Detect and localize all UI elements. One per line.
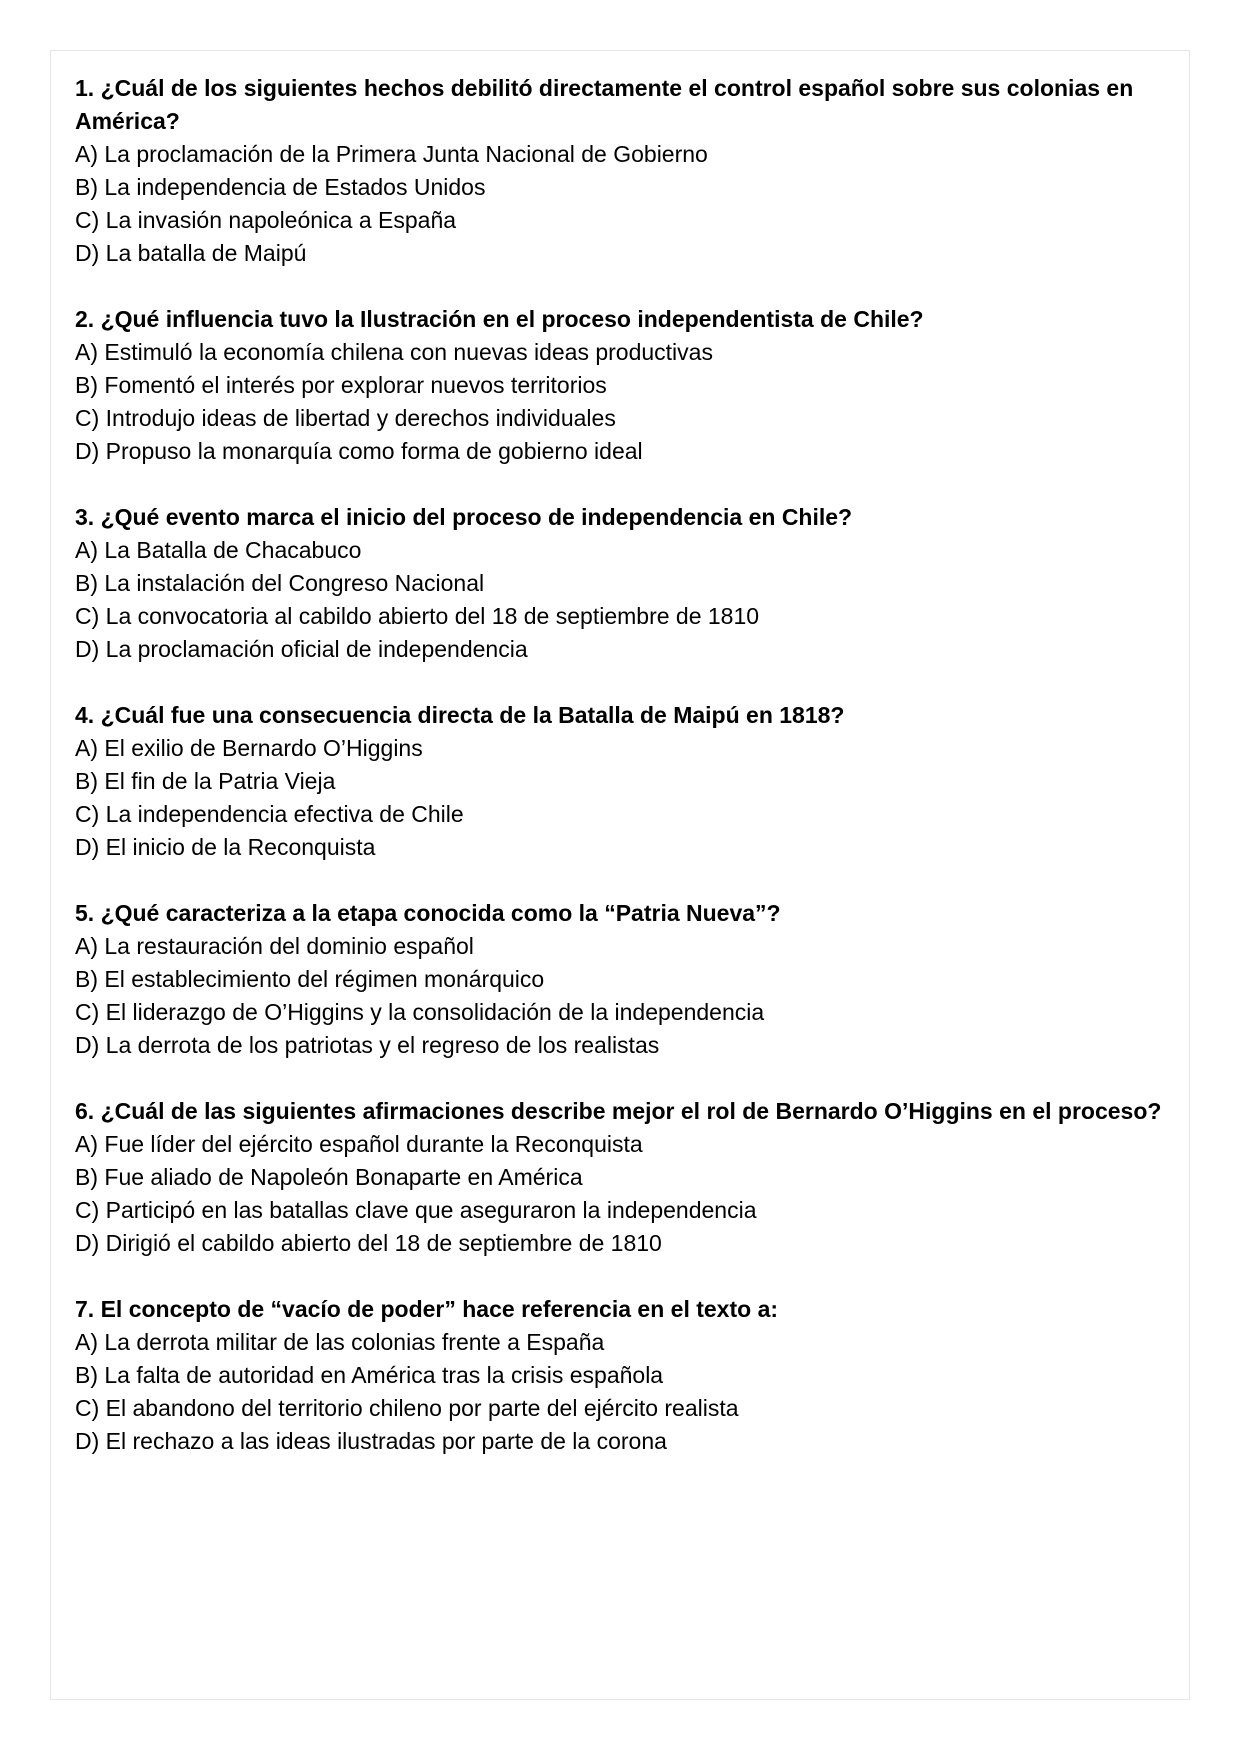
option-a: A) La derrota militar de las colonias frente a España [75,1329,605,1355]
question-5 [75,897,1170,1062]
option-b: B) La instalación del Congreso Nacional [75,570,485,596]
option-list [75,138,1170,270]
option-c: C) El abandono del territorio chileno por parte del ejército realista [75,1395,739,1421]
question-title: 2. ¿Qué influencia tuvo la Ilustración en el proceso independentista de Chile? [75,306,924,332]
option-d: D) Dirigió el cabildo abierto del 18 de septiembre de 1810 [75,1230,662,1256]
question-3 [75,501,1170,666]
option-b: B) Fue aliado de Napoleón Bonaparte en América [75,1164,583,1190]
option-list [75,336,1170,468]
question-title: 5. ¿Qué caracteriza a la etapa conocida como la “Patria Nueva”? [75,900,781,926]
option-c: C) La independencia efectiva de Chile [75,801,464,827]
option-list [75,1128,1170,1260]
option-a: A) La Batalla de Chacabuco [75,537,362,563]
option-a: A) La proclamación de la Primera Junta Nacional de Gobierno [75,141,708,167]
question-7 [75,1293,1170,1458]
option-d: D) La batalla de Maipú [75,240,307,266]
option-d: D) El rechazo a las ideas ilustradas por parte de la corona [75,1428,667,1454]
option-c: C) Participó en las batallas clave que aseguraron la independencia [75,1197,757,1223]
option-d: D) La derrota de los patriotas y el regreso de los realistas [75,1032,660,1058]
question-1 [75,72,1170,270]
question-2 [75,303,1170,468]
option-b: B) La independencia de Estados Unidos [75,174,486,200]
option-list [75,534,1170,666]
option-b: B) El establecimiento del régimen monárquico [75,966,545,992]
option-a: A) El exilio de Bernardo O’Higgins [75,735,423,761]
option-a: A) Fue líder del ejército español durante la Reconquista [75,1131,643,1157]
option-b: B) Fomentó el interés por explorar nuevos territorios [75,372,607,398]
question-list [75,72,1170,1491]
question-title: 1. ¿Cuál de los siguientes hechos debilitó directamente el control español sobre sus colonias en América? [75,75,1134,134]
option-d: D) La proclamación oficial de independencia [75,636,528,662]
option-a: A) La restauración del dominio español [75,933,474,959]
option-list [75,930,1170,1062]
option-c: C) Introdujo ideas de libertad y derechos individuales [75,405,616,431]
question-6 [75,1095,1170,1260]
option-list [75,1326,1170,1458]
option-d: D) Propuso la monarquía como forma de gobierno ideal [75,438,643,464]
question-title: 7. El concepto de “vacío de poder” hace referencia en el texto a: [75,1296,779,1322]
option-b: B) La falta de autoridad en América tras la crisis española [75,1362,664,1388]
option-d: D) El inicio de la Reconquista [75,834,376,860]
question-4 [75,699,1170,864]
question-title: 3. ¿Qué evento marca el inicio del proceso de independencia en Chile? [75,504,853,530]
option-list [75,732,1170,864]
question-title: 6. ¿Cuál de las siguientes afirmaciones describe mejor el rol de Bernardo O’Higgins en el proceso? [75,1098,1162,1124]
option-c: C) El liderazgo de O’Higgins y la consolidación de la independencia [75,999,765,1025]
option-c: C) La convocatoria al cabildo abierto del 18 de septiembre de 1810 [75,603,760,629]
option-a: A) Estimuló la economía chilena con nuevas ideas productivas [75,339,713,365]
question-title: 4. ¿Cuál fue una consecuencia directa de la Batalla de Maipú en 1818? [75,702,845,728]
option-c: C) La invasión napoleónica a España [75,207,457,233]
option-b: B) El fin de la Patria Vieja [75,768,336,794]
